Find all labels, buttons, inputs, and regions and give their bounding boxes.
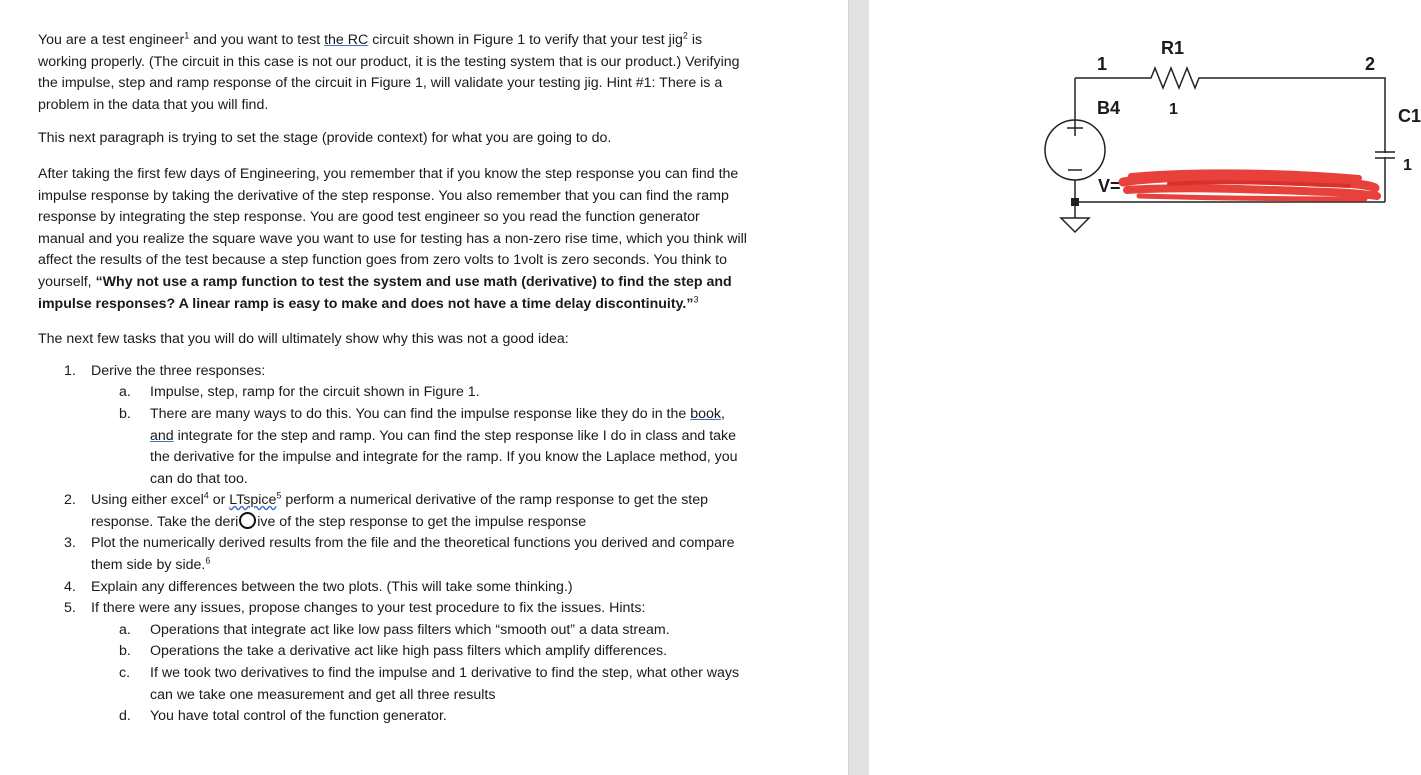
tasks-intro: The next few tasks that you will do will ultimately show why this was not a good idea: [38,331,569,348]
list-item [38,577,748,599]
resistor-label: R1 [1161,38,1185,58]
document-content [38,30,748,728]
list-text: Plot the numerically derived results from the file and the theoretical functions you derived and compare them side by side. [91,535,735,574]
source-expression: V= [1098,176,1121,196]
text-run: or [208,492,230,509]
text-run: ive of the step response to get the impulse response [257,513,587,530]
list-letter: a. [119,384,131,401]
capacitor-label: C1 [1398,106,1421,126]
list-text: You have total control of the function generator. [150,708,447,725]
sub-list-item [38,382,748,404]
list-text: Operations that integrate act like low pass filters which “smooth out” a data stream. [150,621,670,638]
sub-list-item [38,706,748,728]
text-run: integrate for the step and ramp. You can find the step response like I do in class and take the derivative for the impulse and integrate for the ramp. If you know the Laplace method, you can do that too. [150,427,738,487]
window-divider[interactable] [848,0,870,775]
context-paragraph: This next paragraph is trying to set the stage (provide context) for what you are going to do. [38,130,612,147]
schematic-panel [869,0,1421,775]
sub-list-item [38,620,748,642]
list-number: 4. [64,578,76,595]
list-text: If we took two derivatives to find the impulse and 1 derivative to find the step, what other ways can we take one measurement and get all three results [150,665,740,703]
list-number: 2. [64,492,76,509]
sub-list-item [38,663,748,706]
list-number: 5. [64,600,76,617]
list-item [38,533,748,576]
list-item [38,361,748,491]
red-scribble-redaction [1123,172,1377,199]
node-label-right: 2 [1365,54,1376,74]
text-run: circuit shown in Figure 1 to verify that your test jig [368,32,683,48]
list-letter: d. [119,708,131,725]
rc-circuit-schematic [869,0,1421,300]
list-item [38,490,748,533]
intro-paragraph [38,30,748,116]
list-text: Operations the take a derivative act like high pass filters which amplify differences. [150,643,668,660]
footnote-ref[interactable]: 4 [203,490,209,501]
capacitor-gap [1374,153,1396,157]
bold-quote: “Why not use a ramp function to test the system and use math (derivative) to find the step and impulse responses? A linear ramp is easy to make and does not have a time delay discontinuity.” [38,273,732,312]
text-run: Using either excel [91,492,204,509]
list-item [38,598,748,728]
story-paragraph [38,164,748,315]
sub-list [91,620,748,728]
capacitor-value: 1 [1403,157,1412,174]
list-number: 1. [64,362,76,379]
list-letter: c. [119,665,131,682]
list-text: Impulse, step, ramp for the circuit shown in Figure 1. [150,384,480,401]
sub-list [91,382,748,490]
list-text: Explain any differences between the two plots. (This will take some thinking.) [91,578,573,595]
text-run: is working properly. (The circuit in this case is not our product, it is the testing system that is our product.) Verifying the impulse, step and ramp response of the circuit in Figure 1, will validate your testing jig. Hint #1: There is a problem in the data that you will find. [38,32,740,113]
footnote-ref[interactable]: 1 [184,30,190,41]
list-letter: b. [119,643,131,660]
resistor-value: 1 [1169,101,1178,118]
sub-list-item [38,404,748,490]
text-run: After taking the first few days of Engineering, you remember that if you know the step response you can find the impulse response by taking the derivative of the step response. You also remember that you can find the ramp response by integrating the step response. You are good test engineer so you read the function generator manual and you realize the square wave you want to use for testing has a non-zero rise time, which you think will affect the results of the test because a step function goes from zero volts to 1volt is zero seconds. You think to yourself, [38,165,747,290]
text-run: There are many ways to do this. You can find the impulse response like they do in the [150,405,691,422]
spellcheck-underline[interactable]: the RC [324,32,369,48]
list-letter: a. [119,621,131,638]
ground-icon [1061,218,1089,232]
list-text: Derive the three responses: [91,362,266,379]
ground-node [1071,198,1079,206]
task-list [38,361,748,728]
text-run: You are a test engineer [38,32,185,48]
list-number: 3. [64,535,76,552]
sub-list-item [38,641,748,663]
node-label-left: 1 [1097,54,1108,74]
footnote-ref[interactable]: 6 [205,555,211,566]
footnote-ref[interactable]: 2 [682,30,688,41]
source-label: B4 [1097,98,1121,118]
spellcheck-underline[interactable]: book, and [150,405,725,444]
mouse-cursor-icon [239,512,256,529]
spelling-error-word[interactable]: LTspice [229,492,277,509]
footnote-ref[interactable]: 3 [693,293,699,304]
footnote-ref[interactable]: 5 [276,490,282,501]
text-run: perform a numerical derivative of the ramp response to get the step response. Take the deri [91,492,709,530]
list-text: If there were any issues, propose changes to your test procedure to fix the issues. Hints: [91,600,646,617]
list-letter: b. [119,405,131,422]
text-run: and you want to test [189,32,325,48]
